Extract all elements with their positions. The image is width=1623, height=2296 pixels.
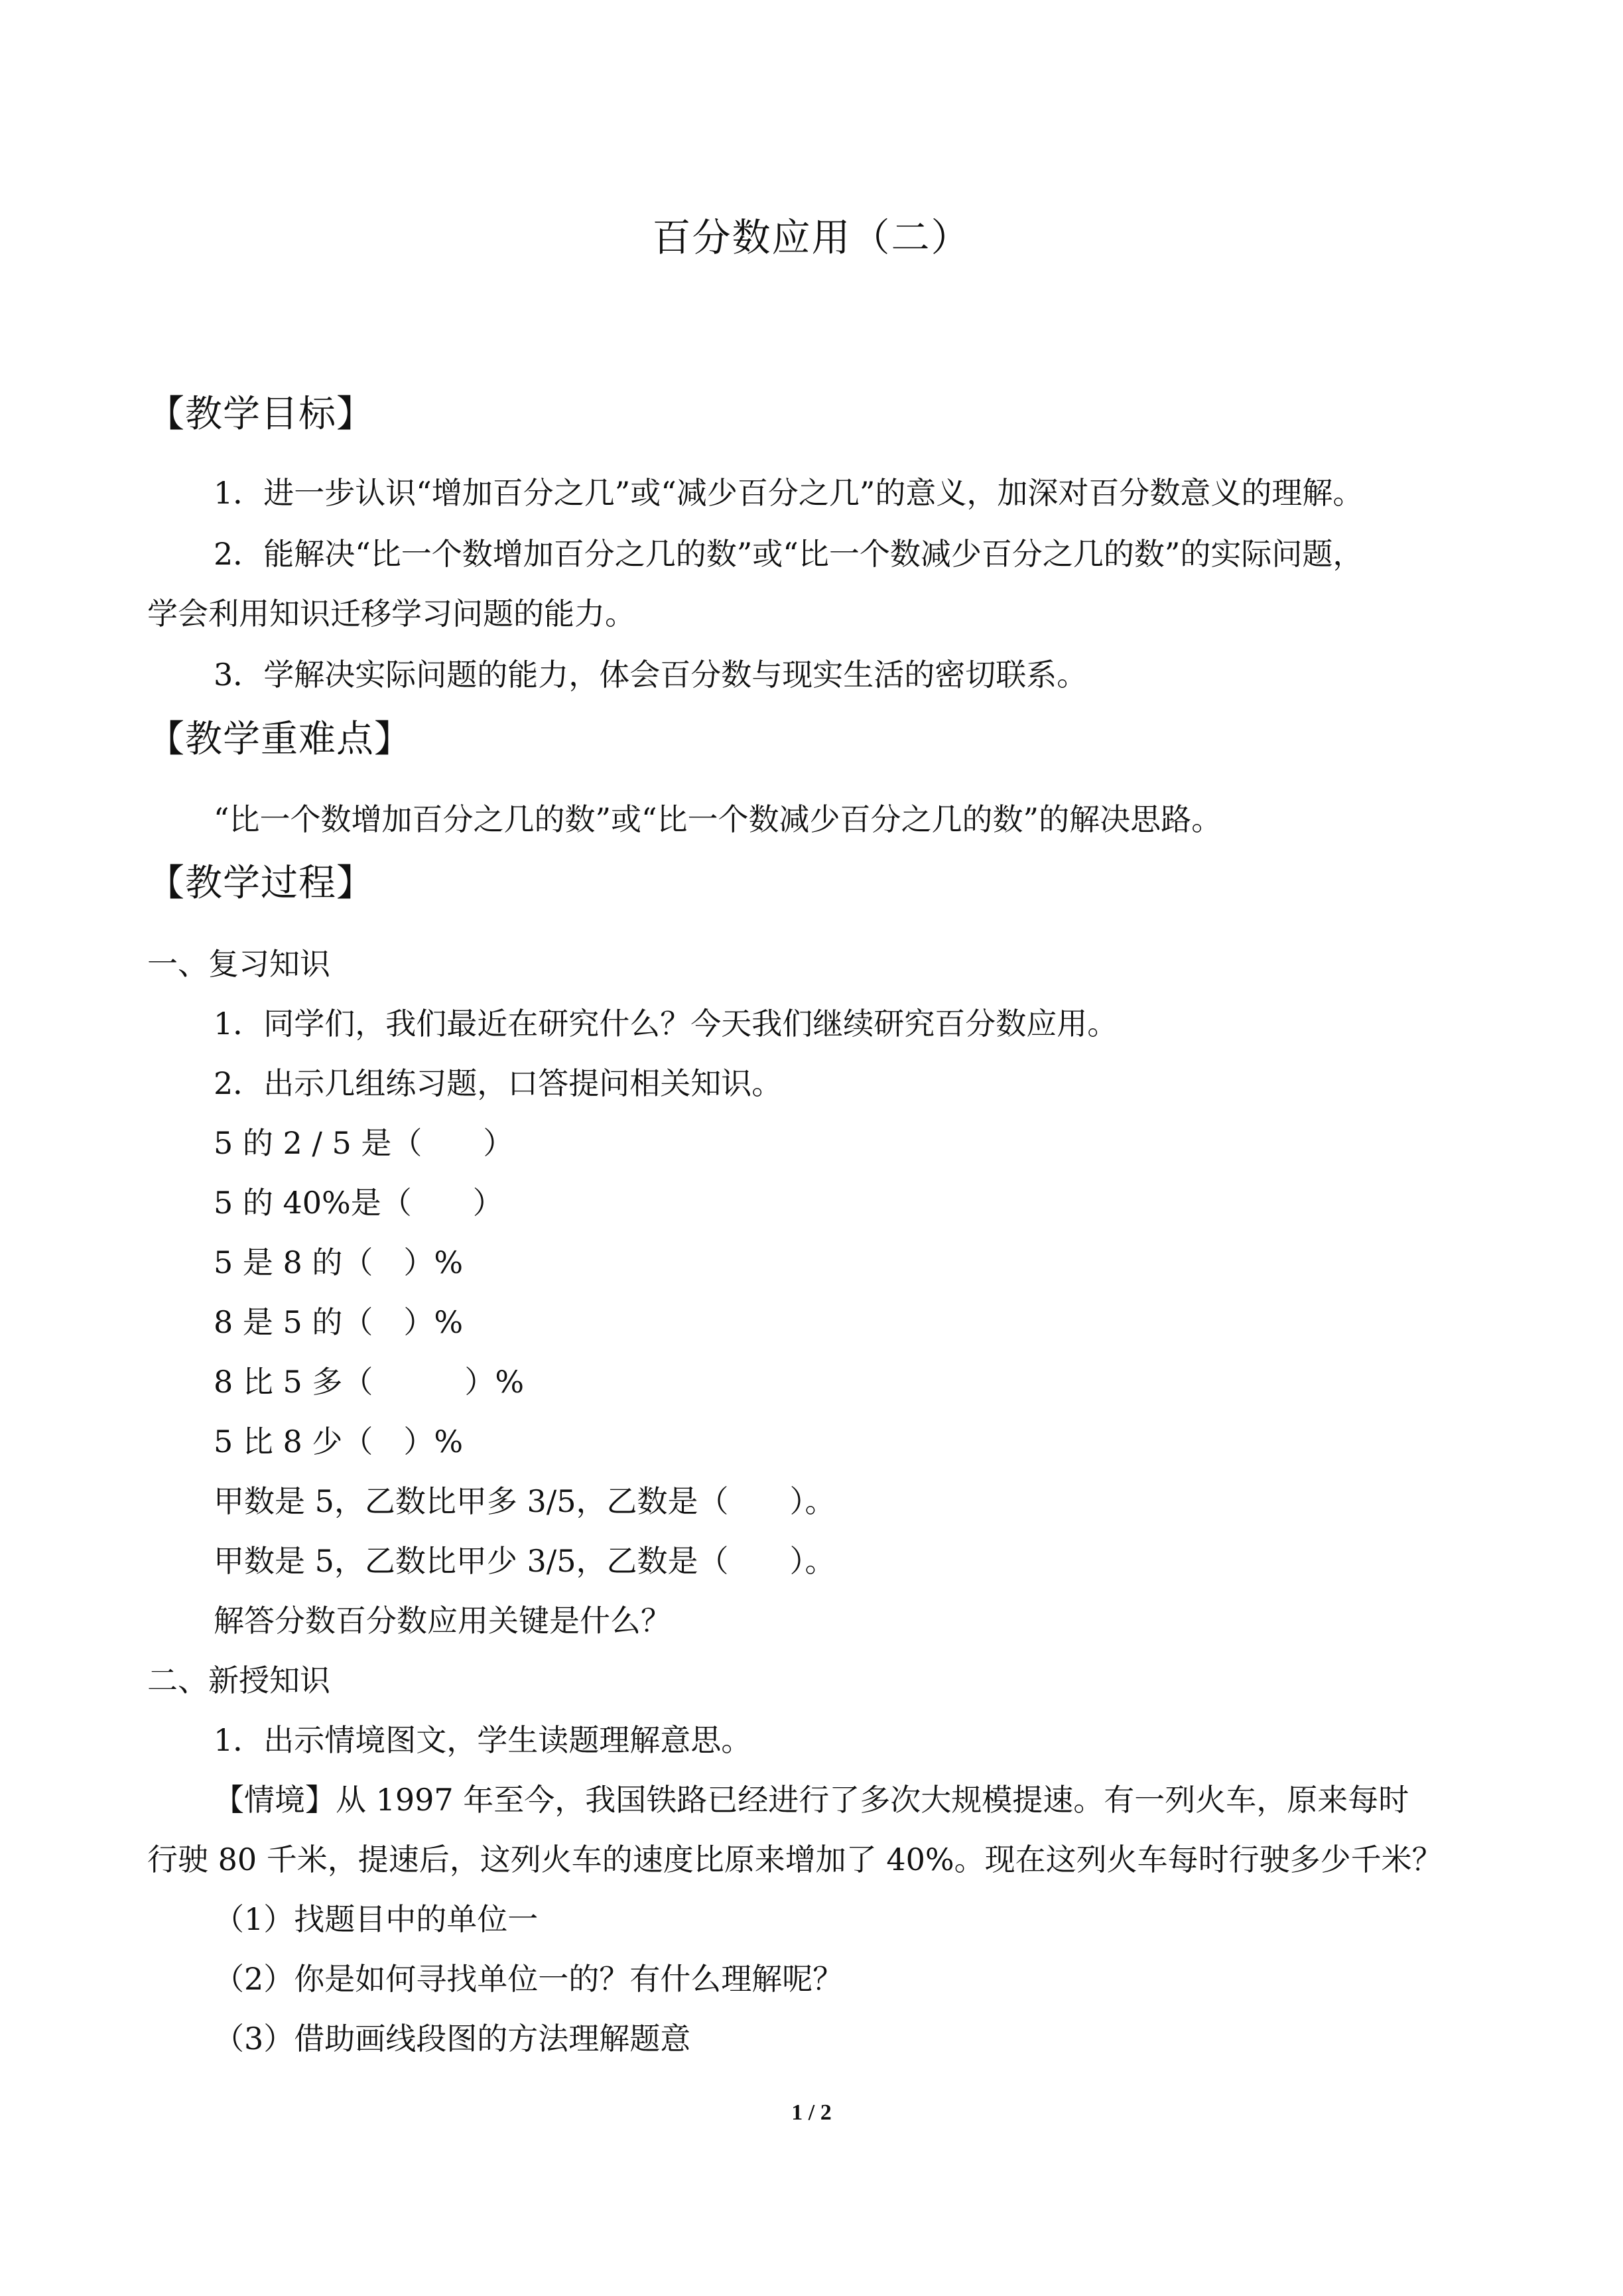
- step-item: （3）借助画线段图的方法理解题意: [214, 2021, 691, 2057]
- exercise-item: 5 是 8 的（ ）%: [214, 1245, 464, 1280]
- exercise-item: 5 的 40%是（ ）: [214, 1185, 503, 1221]
- review-q1: 1．同学们，我们最近在研究什么？今天我们继续研究百分数应用。: [214, 1006, 1118, 1042]
- exercise-item: 8 比 5 多（ ）%: [214, 1364, 525, 1400]
- exercise-question: 解答分数百分数应用关键是什么？: [214, 1603, 671, 1639]
- key-heading: 【教学重难点】: [147, 718, 412, 761]
- new-heading: 二、新授知识: [147, 1662, 330, 1698]
- process-heading: 【教学过程】: [147, 862, 374, 905]
- goal-line-3: 3．学解决实际问题的能力，体会百分数与现实生活的密切联系。: [214, 657, 1088, 693]
- review-q2: 2．出示几组练习题，口答提问相关知识。: [214, 1065, 783, 1101]
- situation-line-1: 【情境】从 1997 年至今，我国铁路已经进行了多次大规模提速。有一列火车，原来每时: [214, 1782, 1409, 1818]
- page-number: 1 / 2: [791, 2100, 832, 2125]
- new-q1: 1．出示情境图文，学生读题理解意思。: [214, 1722, 752, 1758]
- situation-line-2: 行驶 80 千米，提速后，这列火车的速度比原来增加了 40%。现在这列火车每时行驶多少千米？: [147, 1842, 1443, 1877]
- goal-line-2-cont: 学会利用知识迁移学习问题的能力。: [147, 596, 635, 632]
- step-item: （1）找题目中的单位一: [214, 1901, 539, 1937]
- exercise-item: 甲数是 5，乙数比甲少 3/5，乙数是（ ）。: [214, 1543, 836, 1579]
- exercise-item: 8 是 5 的（ ）%: [214, 1304, 464, 1340]
- page-title: 百分数应用（二）: [652, 215, 971, 260]
- exercise-item: 5 比 8 少（ ）%: [214, 1424, 464, 1459]
- exercise-item: 5 的 2 / 5 是（ ）: [214, 1125, 514, 1161]
- review-heading: 一、复习知识: [147, 946, 330, 982]
- goals-heading: 【教学目标】: [147, 393, 374, 436]
- goal-line-2: 2．能解决“比一个数增加百分之几的数”或“比一个数减少百分之几的数”的实际问题，: [214, 536, 1364, 572]
- exercise-item: 甲数是 5，乙数比甲多 3/5，乙数是（ ）。: [214, 1483, 836, 1519]
- step-item: （2）你是如何寻找单位一的？有什么理解呢？: [214, 1961, 844, 1997]
- goal-line-1: 1．进一步认识“增加百分之几”或“减少百分之几”的意义，加深对百分数意义的理解。: [214, 475, 1364, 511]
- key-point-text: “比一个数增加百分之几的数”或“比一个数减少百分之几的数”的解决思路。: [214, 801, 1222, 837]
